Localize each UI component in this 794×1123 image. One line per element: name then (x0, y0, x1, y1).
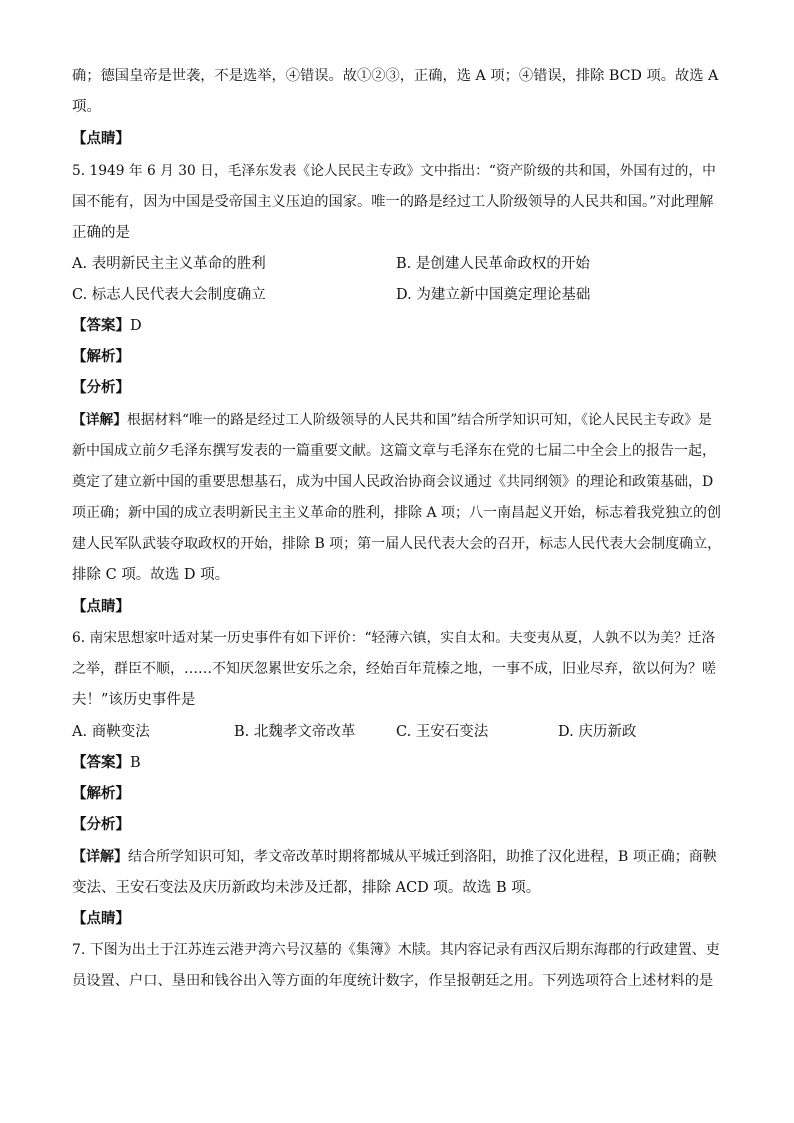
q6-answer-row (72, 753, 141, 773)
q5-detail-line-4: 项正确；新中国的成立表明新民主主义革命的胜利，排除 A 项；八一南昌起义开始，标志着我党独立的创 (72, 505, 722, 521)
q6-stem-line-3: 夫！”该历史事件是 (72, 692, 196, 708)
q5-comment-heading: 【点睛】 (72, 599, 130, 615)
q5-option-d: D. 为建立新中国奠定理论基础 (396, 287, 591, 303)
q5-detail-line-1 (72, 410, 712, 430)
q7-stem-line-2: 员设置、户口、垦田和钱谷出入等方面的年度统计数字，作呈报朝廷之用。下列选项符合上述材料的是 (72, 973, 714, 989)
q6-stem-line-1: 6. 南宋思想家叶适对某一历史事件有如下评价：“轻薄六镇，实自太和。夫变夷从夏，人孰不以为美？迁洛 (72, 630, 716, 646)
q6-fenxi-heading: 【分析】 (72, 817, 130, 833)
q5-option-a: A. 表明新民主主义革命的胜利 (72, 256, 266, 272)
q6-option-c: C. 王安石变法 (396, 724, 489, 740)
q5-option-c: C. 标志人民代表大会制度确立 (72, 287, 266, 303)
q5-answer-value: D (130, 318, 142, 334)
q6-analysis-heading: 【解析】 (72, 786, 130, 802)
q5-option-b: B. 是创建人民革命政权的开始 (396, 256, 590, 272)
intro-line-2: 项。 (72, 99, 101, 115)
q5-answer-row (72, 316, 142, 336)
q5-detail-line-6: 排除 C 项。故选 D 项。 (72, 567, 230, 583)
q6-option-d: D. 庆历新政 (558, 724, 637, 740)
q7-stem-line-1: 7. 下图为出土于江苏连云港尹湾六号汉墓的《集簿》木牍。其内容记录有西汉后期东海郡的行政建置、吏 (72, 942, 720, 958)
q6-detail-line-1 (72, 847, 717, 867)
q6-stem-line-2: 之举，群臣不顺，……不知厌忽累世安乐之余，经始百年荒榛之地，一事不成，旧业尽弃，欲以何为？嗟 (72, 661, 716, 677)
q5-detail-heading: 【详解】 (72, 412, 128, 428)
q6-option-a: A. 商鞅变法 (72, 724, 150, 740)
q5-detail-line-5: 建人民军队武装夺取政权的开始，排除 B 项；第一届人民代表大会的召开，标志人民代表大会制度确立， (72, 536, 722, 552)
q6-detail-text-1: 结合所学知识可知，孝文帝改革时期将都城从平城迁到洛阳，助推了汉化进程，B 项正确；商鞅 (128, 849, 717, 865)
q5-stem-line-1: 5. 1949 年 6 月 30 日，毛泽东发表《论人民民主专政》文中指出：“资产阶级的共和国，外国有过的，中 (72, 163, 716, 179)
intro-comment-heading: 【点睛】 (72, 131, 130, 147)
q5-detail-line-2: 新中国成立前夕毛泽东撰写发表的一篇重要文献。这篇文章与毛泽东在党的七届二中全会上的报告一起， (72, 443, 716, 459)
q5-analysis-heading: 【解析】 (72, 349, 130, 365)
q5-fenxi-heading: 【分析】 (72, 380, 130, 396)
q5-detail-line-3: 奠定了建立新中国的重要思想基石，成为中国人民政治协商会议通过《共同纲领》的理论和政策基础，D (72, 474, 714, 490)
q6-answer-value: B (130, 755, 141, 771)
q6-answer-heading: 【答案】 (72, 755, 130, 771)
intro-line-1: 确；德国皇帝是世袭，不是选举，④错误。故①②③，正确，选 A 项；④错误，排除 BCD 项。故选 A (72, 68, 719, 84)
q5-answer-heading: 【答案】 (72, 318, 130, 334)
q6-option-b: B. 北魏孝文帝改革 (234, 724, 356, 740)
q5-stem-line-2: 国不能有，因为中国是受帝国主义压迫的国家。唯一的路是经过工人阶级领导的人民共和国。”对此理解 (72, 194, 714, 210)
q5-stem-line-3: 正确的是 (72, 225, 130, 241)
q6-comment-heading: 【点睛】 (72, 911, 130, 927)
q6-detail-line-2: 变法、王安石变法及庆历新政均未涉及迁都，排除 ACD 项。故选 B 项。 (72, 880, 541, 896)
q5-detail-text-1: 根据材料“唯一的路是经过工人阶级领导的人民共和国”结合所学知识可知，《论人民民主专政》是 (127, 412, 712, 428)
q6-detail-heading: 【详解】 (72, 849, 128, 865)
